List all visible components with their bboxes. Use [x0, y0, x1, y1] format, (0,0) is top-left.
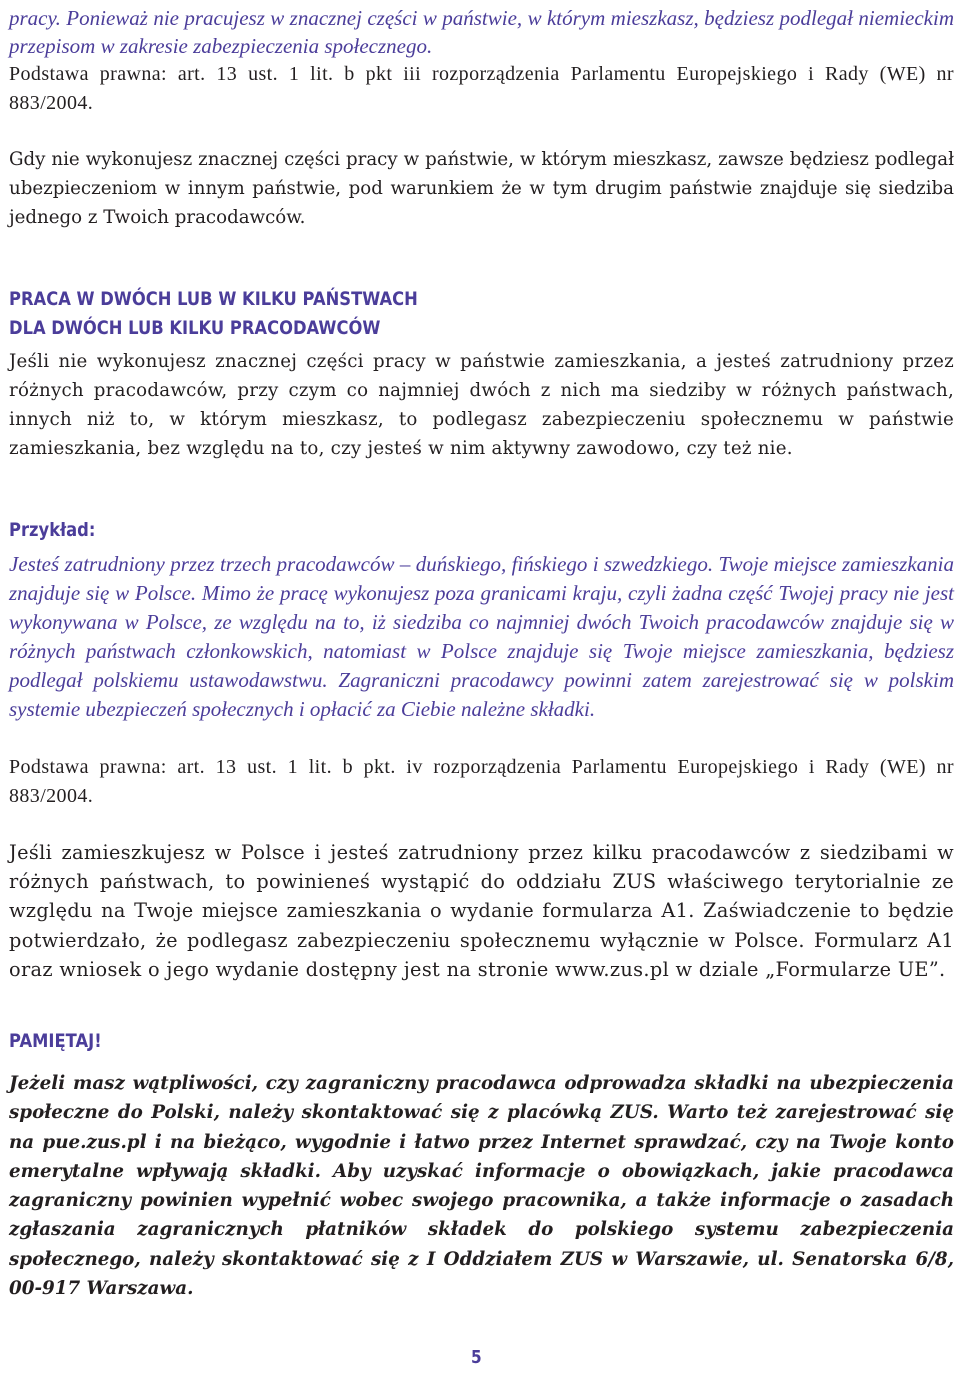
legal-basis-2: Podstawa prawna: art. 13 ust. 1 lit. b pkt. iv rozporządzenia Parlamentu Europejskiego i Rady (WE) nr 883/2004.	[9, 756, 954, 807]
section-heading-line-2: DLA DWÓCH LUB KILKU PRACODAWCÓW	[9, 317, 381, 339]
intro-italic-text: pracy. Ponieważ nie pracujesz w znacznej części w państwie, w którym mieszkasz, będziesz podlegał niemieckim przepisom w zakresie zabezpieczenia społecznego.	[9, 6, 954, 58]
page-number: 5	[470, 1347, 482, 1368]
remember-text: Jeżeli masz wątpliwości, czy zagraniczny pracodawca odprowadza składki na ubezpieczenia społeczne do Polski, należy skontaktować się z placówką ZUS. Warto też zarejestrować się na pue.zus.pl i na bieżąco, wygodnie i łatwo przez Internet sprawdzać, czy na Twoje konto emerytalne wpływają składki. Aby uzyskać informacje o obowiązkach, jakie pracodawca zagraniczny powinien wypełnić wobec swojego pracownika, a także informacje o zasadach zgłaszania zagranicznych płatników składek do polskiego systemu zabezpieczenia społecznego, należy skontaktować się z I Oddziałem ZUS w Warszawie, ul. Senatorska 6/8, 00-917 Warszawa.	[9, 1073, 954, 1300]
legal-basis-1: Podstawa prawna: art. 13 ust. 1 lit. b pkt iii rozporządzenia Parlamentu Europejskiego i Rady (WE) nr 883/2004.	[9, 63, 954, 114]
example-text: Jesteś zatrudniony przez trzech pracodawców – duńskiego, fińskiego i szwedzkiego. Twoje miejsce zamieszkania znajduje się w Polsce. Mimo że pracę wykonujesz poza granicami kraju, czyli żadna część Twojej pracy nie jest wykonywana w Polsce, ze względu na to, iż siedziba co najmniej dwóch Twoich pracodawców znajduje się w różnych państwach członkowskich, natomiast w Polsce znajduje się Twoje miejsce zamieszkania, będziesz podlegał polskiemu ustawodawstwu. Zagraniczni pracodawcy powinni zatem zarejestrować się w polskim systemie ubezpieczeń społecznych i opłacić za Ciebie należne składki.	[9, 552, 954, 721]
remember-heading: PAMIĘTAJ!	[9, 1030, 102, 1052]
section-heading-line-1: PRACA W DWÓCH LUB W KILKU PAŃSTWACH	[9, 288, 418, 310]
example-label: Przykład:	[9, 519, 96, 541]
intro-paragraph: Gdy nie wykonujesz znacznej części pracy w państwie, w którym mieszkasz, zawsze będziesz podlegał ubezpieczeniom w innym państwie, pod warunkiem że w tym drugim państwie znajduje się siedziba jednego z Twoich pracodawców.	[9, 149, 954, 228]
section-paragraph: Jeśli nie wykonujesz znacznej części pracy w państwie zamieszkania, a jesteś zatrudniony przez różnych pracodawców, przy czym co najmniej dwóch z nich ma siedziby w różnych państwach, innych niż to, w którym mieszkasz, to podlegasz zabezpieczeniu społecznemu w państwie zamieszkania, bez względu na to, czy jesteś w nim aktywny zawodowo, czy też nie.	[9, 351, 954, 459]
a1-form-paragraph: Jeśli zamieszkujesz w Polsce i jesteś zatrudniony przez kilku pracodawców z siedzibami w różnych państwach, to powinieneś wystąpić do oddziału ZUS właściwego terytorialnie ze względu na Twoje miejsce zamieszkania o wydanie formularza A1. Zaświadczenie to będzie potwierdzało, że podlegasz zabezpieczeniu społecznemu wyłącznie w Polsce. Formularz A1 oraz wniosek o jego wydanie dostępny jest na stronie www.zus.pl w dziale „Formularze UE”.	[9, 841, 954, 981]
